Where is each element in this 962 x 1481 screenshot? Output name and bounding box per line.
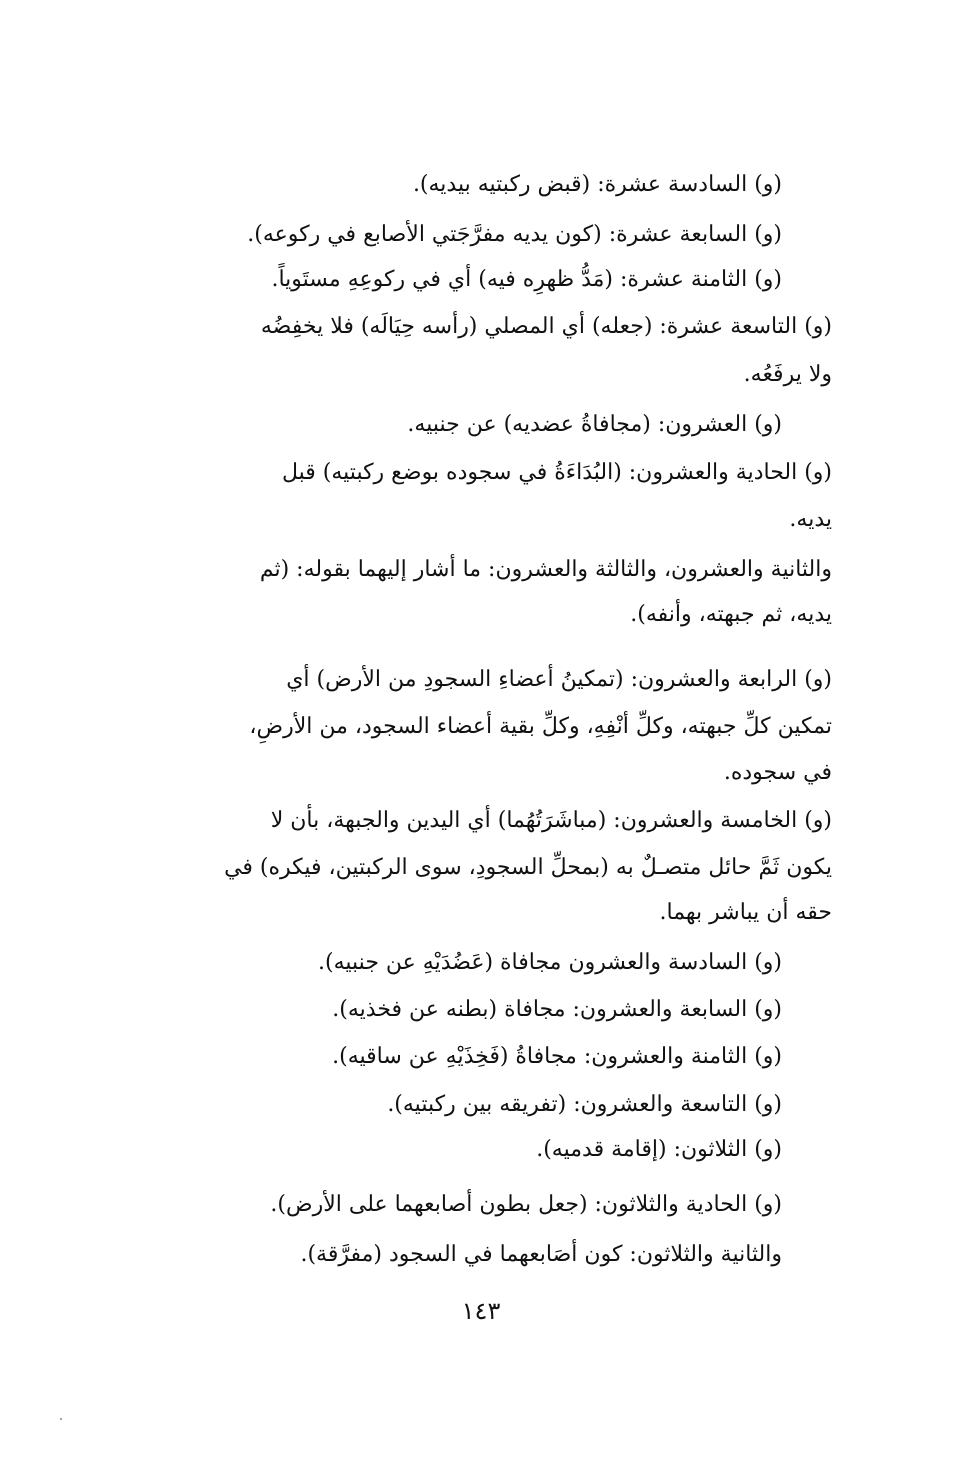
text-line: تمكين كلِّ جبهته، وكلِّ أنْفِهِ، وكلِّ بقية أعضاء السجود، من الأرضِ، bbox=[249, 714, 832, 739]
text-line: (و) الرابعة والعشرون: (تمكينُ أعضاءِ السجودِ من الأرض) أي bbox=[286, 667, 832, 692]
scan-speck bbox=[60, 1418, 62, 1420]
text-line: ولا يرفَعُه. bbox=[743, 362, 832, 387]
text-line: (و) العشرون: (مجافاةُ عضديه) عن جنبيه. bbox=[407, 412, 782, 437]
text-line: (و) السادسة عشرة: (قبض ركبتيه بيديه). bbox=[412, 172, 782, 197]
text-line: (و) التاسعة والعشرون: (تفريقه بين ركبتيه). bbox=[387, 1092, 782, 1117]
text-line: (و) الحادية والثلاثون: (جعل بطون أصابعهما على الأرض). bbox=[270, 1192, 782, 1217]
text-line: يكون ثَمَّ حائل متصـلٌ به (بمحلِّ السجودِ، سوى الركبتين، فيكره) في bbox=[224, 855, 832, 880]
text-line: (و) الثامنة عشرة: (مَدُّ ظهرِه فيه) أي في ركوعِهِ مستَوياً. bbox=[271, 267, 782, 292]
page-number: ١٤٣ bbox=[461, 1297, 501, 1325]
text-line: يديه. bbox=[789, 507, 832, 532]
text-line: حقه أن يباشر بهما. bbox=[659, 900, 832, 925]
text-line: (و) التاسعة عشرة: (جعله) أي المصلي (رأسه حِيَالَه) فلا يخفِضُه bbox=[260, 314, 832, 339]
text-line: (و) السابعة والعشرون: مجافاة (بطنه عن فخذيه). bbox=[332, 997, 782, 1022]
text-line: (و) الثامنة والعشرون: مجافاةُ (فَخِذَيْهِ عن ساقيه). bbox=[332, 1044, 782, 1069]
text-line: (و) الثلاثون: (إقامة قدميه). bbox=[536, 1137, 782, 1162]
text-line: (و) الحادية والعشرون: (البُدَاءَةُ في سجوده بوضع ركبتيه) قبل bbox=[281, 460, 832, 485]
text-line: يديه، ثم جبهته، وأنفه). bbox=[630, 602, 832, 627]
text-line: (و) السابعة عشرة: (كون يديه مفرَّجَتي الأصابع في ركوعه). bbox=[247, 222, 782, 247]
text-line: (و) السادسة والعشرون مجافاة (عَضُدَيْهِ عن جنبيه). bbox=[318, 950, 782, 975]
text-line: والثانية والعشرون، والثالثة والعشرون: ما أشار إليهما بقوله: (ثم bbox=[259, 557, 832, 582]
text-line: في سجوده. bbox=[723, 760, 832, 785]
text-line: (و) الخامسة والعشرون: (مباشَرَتُهُما) أي اليدين والجبهة، بأن لا bbox=[270, 808, 832, 833]
text-line: والثانية والثلاثون: كون أصَابعهما في السجود (مفرَّقة). bbox=[300, 1242, 782, 1267]
